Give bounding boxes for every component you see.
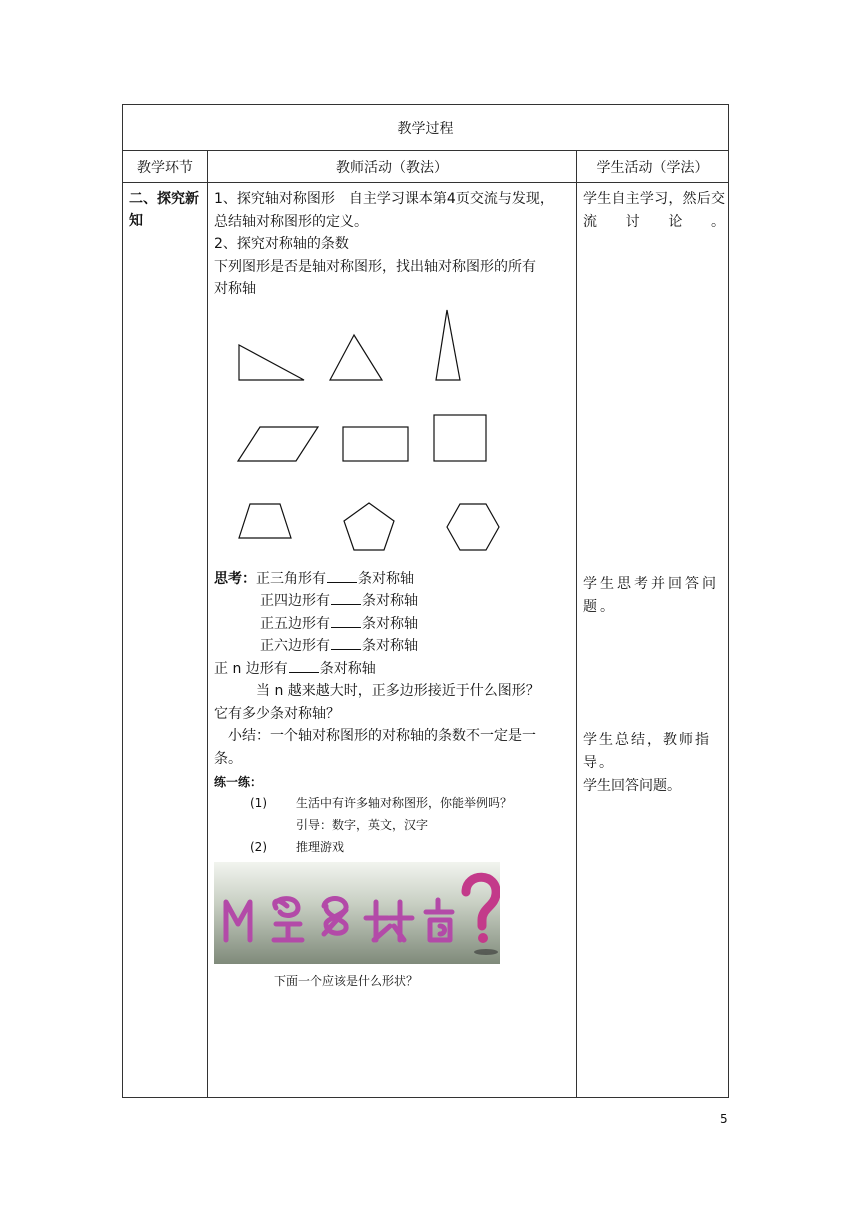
think-2-prefix: 正四边形有 — [260, 593, 330, 609]
section-label: 二、探究新知 — [123, 183, 208, 1098]
glyph-m — [226, 902, 250, 940]
rectangle-shape — [343, 427, 408, 461]
reasoning-game-image — [214, 862, 500, 964]
student-note-1: 学生自主学习，然后交流讨论。 — [583, 191, 725, 230]
think-line-1 — [214, 568, 570, 591]
parallelogram-shape — [238, 427, 318, 461]
glyph-2-mirror — [274, 899, 302, 940]
student-note-3: 学生总结，教师指导。 — [583, 732, 711, 771]
item-2-number: (2) — [250, 840, 267, 854]
student-note-4: 学生回答问题。 — [583, 778, 681, 794]
pentagon-shape — [344, 503, 394, 550]
glyph-3-mirror — [324, 899, 346, 935]
think-5-prefix: 正 n 边形有 — [214, 660, 288, 677]
blank-underline — [289, 658, 319, 673]
header-stage: 教学环节 — [123, 151, 208, 183]
square-shape — [434, 415, 486, 461]
question-line-2: 它有多少条对称轴？ — [214, 705, 340, 722]
think-3-suffix: 条对称轴 — [362, 615, 418, 632]
think-3-prefix: 正五边形有 — [260, 615, 330, 632]
student-note-2: 学生思考并回答问题。 — [583, 576, 719, 615]
image-caption: 下面一个应该是什么形状？ — [274, 974, 419, 988]
item-1-text: 生活中有许多轴对称图形，你能举例吗？ — [296, 796, 513, 810]
practice-title: 练一练： — [214, 775, 263, 789]
practice-item-2 — [214, 836, 570, 858]
trapezoid-shape — [239, 504, 291, 538]
think-line-2 — [214, 590, 570, 613]
blank-underline — [331, 635, 361, 650]
think-4-suffix: 条对称轴 — [362, 638, 418, 654]
shapes-figure — [214, 305, 570, 568]
teacher-line-5: 对称轴 — [214, 281, 256, 297]
think-2-suffix: 条对称轴 — [362, 593, 418, 609]
teacher-line-2: 总结轴对称图形的定义。 — [214, 213, 368, 230]
think-4-prefix: 正六边形有 — [260, 638, 330, 654]
summary-line-1: 小结：一个轴对称图形的对称轴的条数不一定是一 — [228, 728, 536, 744]
student-activity-cell — [577, 183, 729, 1098]
right-triangle-shape — [239, 345, 304, 380]
teacher-line-1: 1、探究轴对称图形 自主学习课本第4页交流与发现， — [214, 191, 554, 207]
think-line-3 — [214, 613, 570, 636]
hexagon-shape — [447, 504, 499, 550]
think-5-suffix: 条对称轴 — [319, 660, 376, 677]
header-student: 学生活动（学法） — [577, 151, 729, 183]
think-line-4 — [214, 635, 570, 658]
blank-underline — [331, 590, 361, 605]
lesson-table — [122, 104, 729, 1098]
question-mark-icon — [466, 877, 498, 955]
glyph-4-mirror — [366, 902, 412, 940]
glyph-5-mirror — [426, 900, 452, 940]
table-title: 教学过程 — [123, 105, 729, 151]
think-1-prefix: 正三角形有 — [256, 570, 326, 587]
item-2-text: 推理游戏 — [296, 840, 345, 854]
question-line-1: 当 n 越来越大时，正多边形接近于什么图形？ — [256, 683, 540, 699]
page-number: 5 — [720, 1112, 728, 1126]
practice-item-1 — [214, 792, 570, 814]
summary-line-2: 条。 — [214, 750, 242, 767]
think-line-5 — [214, 658, 570, 681]
item-1-sub: 引导：数字，英文，汉字 — [296, 818, 429, 832]
teacher-line-3: 2、探究对称轴的条数 — [214, 236, 349, 252]
teacher-activity-cell — [208, 183, 577, 1098]
blank-underline — [327, 568, 357, 583]
think-1-suffix: 条对称轴 — [358, 570, 414, 587]
teacher-line-4: 下列图形是否是轴对称图形，找出轴对称图形的所有 — [214, 258, 536, 275]
think-label: 思考： — [214, 570, 256, 587]
equilateral-triangle-shape — [330, 335, 382, 380]
isosceles-triangle-shape — [436, 310, 460, 380]
item-1-number: (1) — [250, 796, 267, 810]
blank-underline — [331, 613, 361, 628]
header-teacher: 教师活动（教法） — [208, 151, 577, 183]
